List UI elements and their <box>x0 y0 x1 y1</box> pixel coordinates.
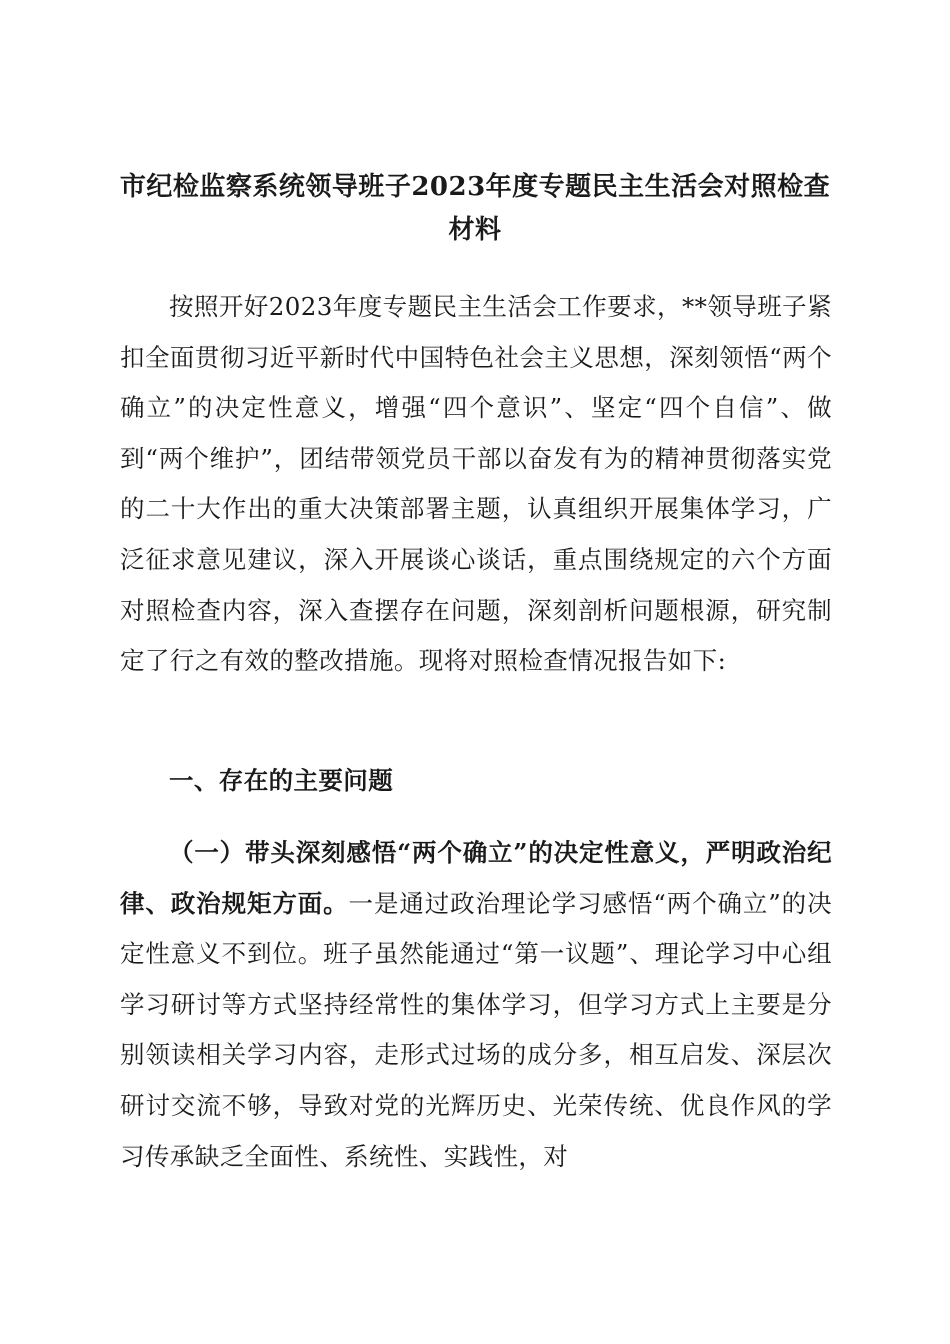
section-1-text: 一是通过政治理论学习感悟“两个确立”的决定性意义不到位。班子虽然能通过“第一议题”、理论学习中心组学习研讨等方式坚持经常性的集体学习，但学习方式上主要是分别领读相关学习内容，走形式过场的成分多，相互启发、深层次研讨交流不够，导致对党的光辉历史、光荣传统、优良作风的学习传承缺乏全面性、系统性、实践性，对 <box>120 888 832 1171</box>
section-1-paragraph <box>120 828 832 1182</box>
document-title: 市纪检监察系统领导班子2023年度专题民主生活会对照检查材料 <box>119 172 831 245</box>
section-1-lead: （一）带头深刻感悟“两个确立”的决定性意义，严明政治纪律、政治规矩方面。 <box>120 838 832 918</box>
intro-paragraph: 按照开好2023年度专题民主生活会工作要求，**领导班子紧扣全面贯彻习近平新时代中国特色社会主义思想，深刻领悟“两个确立”的决定性意义，增强“四个意识”、坚定“四个自信”、做到“两个维护”，团结带领党员干部以奋发有为的精神贯彻落实党的二十大作出的重大决策部署主题，认真组织开展集体学习，广泛征求意见建议，深入开展谈心谈话，重点围绕规定的六个方面对照检查内容，深入查摆存在问题，深刻剖析问题根源，研究制定了行之有效的整改措施。现将对照检查情况报告如下: <box>120 292 832 676</box>
section-heading-problems: 一、存在的主要问题 <box>169 766 394 795</box>
